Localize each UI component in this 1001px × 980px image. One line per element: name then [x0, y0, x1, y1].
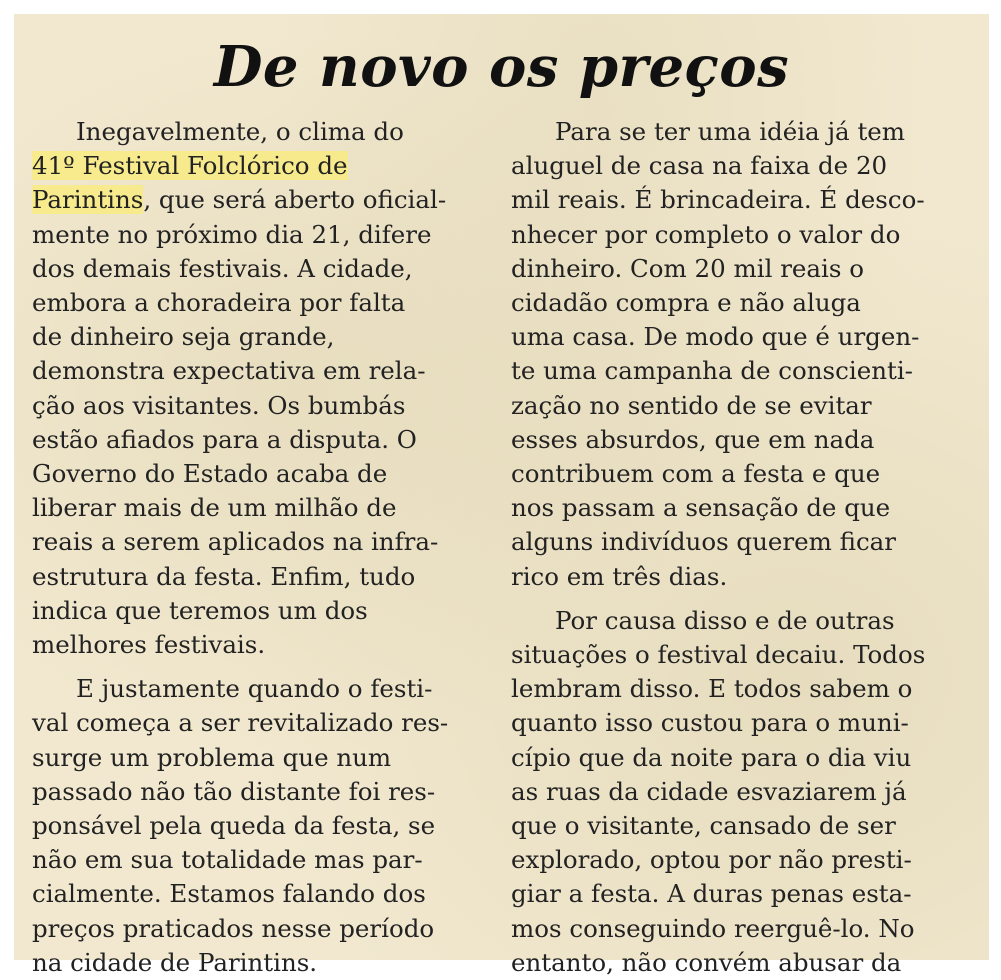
- text-line: esses absurdos, que em nada: [511, 424, 875, 454]
- text-line: situações o festival decaiu. Todos: [511, 640, 926, 670]
- text-line: Por causa disso e de outras: [555, 605, 895, 635]
- text-line: mil reais. É brincadeira. É desco-: [511, 185, 925, 215]
- text-line: nos passam a sensação de que: [511, 493, 891, 523]
- text-line: Inegavelmente, o clima do: [76, 117, 404, 146]
- text-line: cidadão compra e não aluga: [511, 288, 861, 318]
- text-line: cípio que da noite para o dia viu: [511, 742, 912, 772]
- text-line: E justamente quando o festi-: [76, 674, 433, 704]
- text-line: giar a festa. A duras penas esta-: [511, 879, 912, 909]
- text-line: dos demais festivais. A cidade,: [32, 253, 413, 283]
- text-line: uma casa. De modo que é urgen-: [511, 322, 920, 352]
- text-line: Para se ter uma idéia já tem: [555, 117, 906, 146]
- paragraph-gap: [511, 594, 989, 604]
- text-line: quanto isso custou para o muni-: [511, 708, 909, 738]
- text-line: que o visitante, cansado de ser: [511, 811, 896, 841]
- text-line: embora a choradeira por falta: [32, 288, 406, 318]
- article-headline: De novo os preços: [213, 34, 790, 100]
- text-line: melhores festivais.: [32, 630, 266, 660]
- text-line: te uma campanha de conscienti-: [511, 356, 913, 386]
- text-line: dinheiro. Com 20 mil reais o: [511, 253, 864, 283]
- text-line: entanto, não convém abusar da: [511, 947, 902, 977]
- text-line: explorado, optou por não presti-: [511, 845, 912, 875]
- text-line: contribuem com a festa e que: [511, 459, 881, 489]
- text-line: de dinheiro seja grande,: [32, 322, 335, 352]
- text-line: cialmente. Estamos falando dos: [32, 879, 426, 909]
- text-line: alguns indivíduos querem ficar: [511, 527, 897, 557]
- text-line: demonstra expectativa em rela-: [32, 356, 426, 386]
- article-column-left: [32, 115, 512, 980]
- text-line: indica que teremos um dos: [32, 595, 368, 625]
- text-line: as ruas da cidade esvaziarem já: [511, 776, 907, 806]
- text-line: [32, 183, 512, 217]
- text-line: reais a serem aplicados na infra-: [32, 527, 439, 557]
- paragraph-gap: [32, 662, 512, 672]
- text-line: estão afiados para a disputa. O: [32, 424, 417, 454]
- text-line: na cidade de Parintins.: [32, 947, 318, 977]
- text-line: mos conseguindo reerguê-lo. No: [511, 913, 915, 943]
- text-line: [32, 149, 512, 183]
- highlighted-text: Parintins: [32, 185, 144, 215]
- text-line: preços praticados nesse período: [32, 913, 435, 943]
- text-line: passado não tão distante foi res-: [32, 776, 436, 806]
- highlighted-text: 41º Festival Folclórico de: [32, 151, 348, 181]
- text-line: surge um problema que num: [32, 742, 392, 772]
- text-line: zação no sentido de se evitar: [511, 390, 872, 420]
- text-line-rest: , que será aberto oficial-: [143, 185, 447, 215]
- text-line: rico em três dias.: [511, 561, 728, 591]
- text-line: estrutura da festa. Enfim, tudo: [32, 561, 416, 591]
- text-line: ponsável pela queda da festa, se: [32, 811, 436, 841]
- text-line: ção aos visitantes. Os bumbás: [32, 390, 406, 420]
- text-line: nhecer por completo o valor do: [511, 219, 901, 249]
- text-line: val começa a ser revitalizado res-: [32, 708, 449, 738]
- text-line: Governo do Estado acaba de: [32, 459, 388, 489]
- text-line: não em sua totalidade mas par-: [32, 845, 423, 875]
- text-line: mente no próximo dia 21, difere: [32, 219, 432, 249]
- text-line: aluguel de casa na faixa de 20: [511, 151, 888, 181]
- text-line: lembram disso. E todos sabem o: [511, 674, 913, 704]
- text-line: liberar mais de um milhão de: [32, 493, 397, 523]
- article-column-right: [511, 115, 989, 980]
- newspaper-clipping: [14, 14, 989, 977]
